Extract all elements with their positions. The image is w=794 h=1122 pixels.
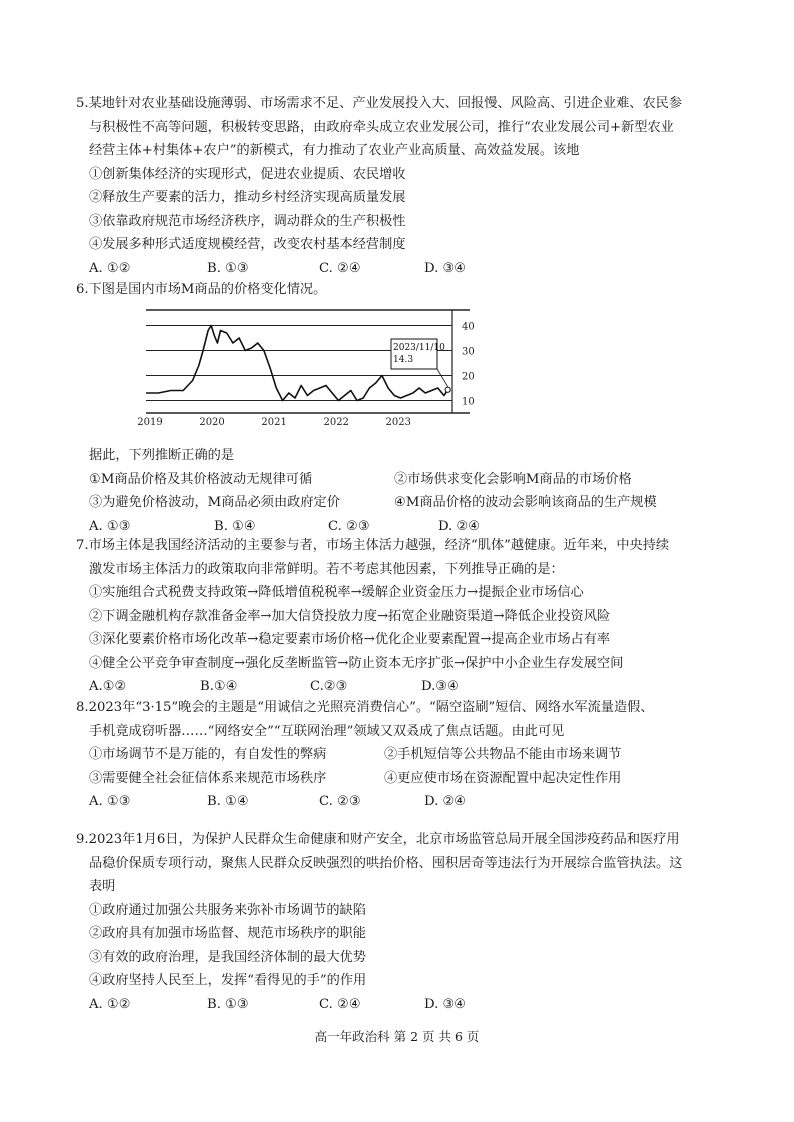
statement-item: ②手机短信等公共物品不能由市场来调节	[384, 747, 622, 762]
price-chart	[137, 305, 480, 440]
question-9	[76, 828, 726, 1016]
option-b[interactable]: B. ①④	[207, 794, 249, 809]
statement-item: ③有效的政府治理，是我国经济体制的最大优势	[89, 949, 366, 965]
statement-item: ④更应使市场在资源配置中起决定性作用	[384, 770, 622, 786]
statement-item: ①政府通过加强公共服务来弥补市场调节的缺陷	[89, 902, 366, 918]
option-c[interactable]: C. ②④	[319, 260, 361, 276]
option-b[interactable]: B. ①④	[214, 518, 256, 534]
question-stem-line: 7.市场主体是我国经济活动的主要参与者，市场主体活力越强，经济“肌体”越健康。近年来，中央持续	[76, 538, 670, 553]
option-d[interactable]: D. ②④	[438, 518, 481, 534]
option-d[interactable]: D.③④	[421, 679, 459, 694]
statement-item: ②政府具有加强市场监督、规范市场秩序的职能	[89, 926, 366, 941]
question-stem-line: 与积极性不高等问题，积极转变思路，由政府牵头成立农业发展公司，推行“农业发展公司+新型农业	[89, 119, 674, 135]
statement-item: ④M商品价格的波动会影响该商品的生产规模	[394, 495, 657, 510]
option-c[interactable]: C.②③	[310, 679, 348, 694]
option-d[interactable]: D. ③④	[424, 260, 467, 276]
statement-item: ③深化要素价格市场化改革→稳定要素市场价格→优化企业要素配置→提高企业市场占有率	[89, 632, 611, 647]
question-stem-line: 激发市场主体活力的政策取向非常鲜明。若不考虑其他因素，下列推导正确的是：	[89, 561, 564, 577]
statement-item: ④健全公平竞争审查制度→强化反垄断监管→防止资本无序扩张→保护中小企业生存发展空间	[89, 655, 624, 671]
statement-row	[76, 767, 726, 791]
x-tick-label: 2020	[199, 417, 225, 428]
answer-options	[76, 993, 726, 1017]
annotation-date: 2023/11/10	[393, 343, 445, 353]
y-tick-label: 40	[462, 321, 475, 333]
option-d[interactable]: D. ②④	[424, 794, 467, 809]
option-a[interactable]: A. ①②	[89, 996, 131, 1012]
option-d[interactable]: D. ③④	[424, 996, 467, 1012]
page-footer: 高一年政治科 第 2 页 共 6 页	[314, 1029, 480, 1044]
data-point-marker	[445, 387, 450, 392]
question-5	[76, 92, 726, 280]
y-tick-label: 10	[462, 396, 475, 408]
answer-options	[76, 257, 726, 281]
option-c[interactable]: C. ②③	[319, 794, 361, 809]
question-stem-line: 手机竟成窃听器……“网络安全”“互联网治理”领域又双叒成了焦点话题。由此可见	[89, 723, 565, 739]
statement-item: ④政府坚持人民至上，发挥“看得见的手”的作用	[89, 973, 367, 988]
option-a[interactable]: A. ①②	[89, 260, 131, 276]
y-tick-label: 30	[462, 346, 475, 358]
answer-options	[76, 790, 726, 814]
question-stem-line: 6.下图是国内市场M商品的价格变化情况。	[76, 282, 327, 297]
question-stem-line: 表明	[89, 879, 116, 894]
question-stem-line: 5.某地针对农业基础设施薄弱、市场需求不足、产业发展投入大、回报慢、风险高、引进企业难、农民参	[76, 96, 683, 111]
question-8	[76, 696, 726, 814]
statement-item: ③依靠政府规范市场经济秩序，调动群众的生产积极性	[89, 213, 406, 229]
answer-options	[76, 675, 726, 699]
option-a[interactable]: A.①②	[89, 679, 127, 694]
annotation-leader	[437, 369, 448, 387]
statement-item: ①创新集体经济的实现形式，促进农业提质、农民增收	[89, 166, 406, 182]
question-6	[76, 278, 726, 302]
question-stem-line: 8.2023年“3·15”晚会的主题是“用诚信之光照亮消费信心”。“隔空盗刷”短信、网络水军流量造假、	[76, 700, 654, 715]
statement-item: ③需要健全社会征信体系来规范市场秩序	[89, 770, 327, 786]
statement-item: ①市场调节不是万能的，有自发性的弊病	[89, 747, 327, 762]
option-c[interactable]: C. ②③	[328, 518, 370, 534]
statement-item: ③为避免价格波动，M商品必须由政府定价	[89, 495, 340, 510]
statement-item: ②下调金融机构存款准备金率→加大信贷投放力度→拓宽企业融资渠道→降低企业投资风险	[89, 608, 611, 624]
option-a[interactable]: A. ①③	[89, 794, 131, 809]
question-stem-line: 品稳价保质专项行动，聚焦人民群众反映强烈的哄抬价格、囤积居奇等违法行为开展综合监管执法。这	[89, 855, 683, 871]
option-b[interactable]: B.①④	[200, 679, 238, 694]
annotation-value: 14.3	[393, 355, 414, 365]
question-stem-line: 经营主体+村集体+农户”的新模式，有力推动了农业产业高质量、高效益发展。该地	[89, 143, 580, 158]
option-b[interactable]: B. ①③	[207, 996, 249, 1012]
option-b[interactable]: B. ①③	[207, 260, 249, 276]
option-a[interactable]: A. ①③	[89, 518, 131, 534]
x-tick-label: 2021	[261, 417, 287, 428]
question-prompt: 据此，下列推断正确的是	[89, 448, 235, 463]
statement-row	[76, 491, 726, 515]
question-7	[76, 534, 726, 699]
statement-row	[76, 743, 726, 767]
question-6-choices	[76, 444, 726, 538]
statement-row	[76, 468, 726, 492]
statement-item: ②市场供求变化会影响M商品的市场价格	[394, 471, 632, 487]
question-stem-line: 9.2023年1月6日，为保护人民群众生命健康和财产安全，北京市场监管总局开展全国涉疫药品和医疗用	[76, 832, 680, 847]
statement-item: ②释放生产要素的活力，推动乡村经济实现高质量发展	[89, 190, 406, 205]
x-tick-label: 2022	[323, 417, 349, 428]
option-c[interactable]: C. ②④	[319, 996, 361, 1012]
y-tick-label: 20	[462, 371, 475, 383]
statement-item: ①实施组合式税费支持政策→降低增值税税率→缓解企业资金压力→提振企业市场信心	[89, 585, 584, 600]
x-tick-label: 2019	[137, 417, 163, 428]
statement-item: ④发展多种形式适度规模经营，改变农村基本经营制度	[89, 237, 406, 252]
statement-item: ①M商品价格及其价格波动无规律可循	[89, 471, 313, 487]
x-tick-label: 2023	[385, 417, 412, 428]
